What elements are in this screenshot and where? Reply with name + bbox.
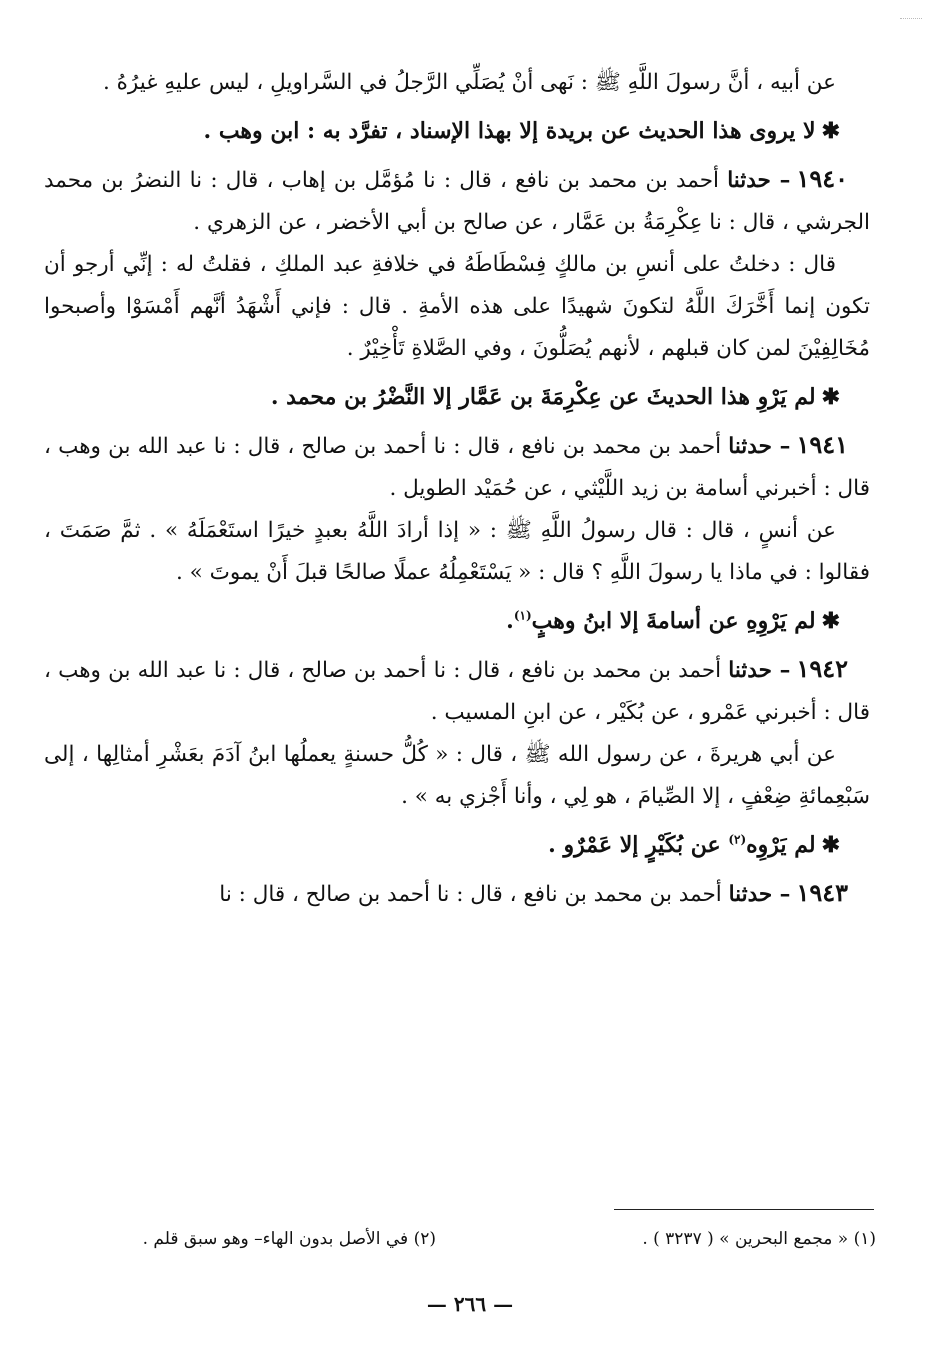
note-1940-text: لم يَرْوِ هذا الحديثَ عن عِكْرِمَةَ بن عَمَّار إلا النَّضْرُ بن محمد .: [270, 384, 816, 410]
hadith-1940-matn: [44, 244, 870, 370]
note-1941-text: لم يَرْوِهِ عن أسامةَ إلا ابنُ وهبٍ: [531, 608, 816, 634]
matn-text: قال : دخلتُ على أنسِ بن مالكٍ فِسْطَاطَهُ في خلافةِ عبد الملكِ ، فقلتُ له : إنِّي أرجو أن تكون إنما أَخَّرَكَ اللَّهُ لتكونَ شهيدًا على هذه الأمةِ . قال : فإني أَشْهَدُ أنَّهم أَمْسَوْا وأصبحوا مُخَالِفِيْنَ لمن كان قبلهم ، لأنهم يُصَلُّونَ ، وفي الصَّلاةِ تَأْخِيْرٌ .: [44, 252, 870, 361]
note-1939: [44, 110, 870, 152]
note-1942-text-after: عن بُكَيْرٍ إلا عَمْرٌو .: [548, 832, 721, 858]
hadith-number: ١٩٤٣: [796, 878, 848, 907]
hadith-1943-isnad: [44, 872, 870, 916]
asterisk-icon: ✱: [821, 608, 840, 634]
hadith-lead: – حدثنا: [728, 882, 791, 907]
isnad-text: أحمد بن محمد بن نافع ، قال : نا أحمد بن صالح ، قال : نا عبد الله بن وهب ، قال : أخبرني عَمْرو ، عن بُكَيْر ، عن ابنِ المسيب .: [44, 658, 870, 725]
footnote-1: (١) « مجمع البحرين » ( ٣٢٣٧ ) .: [642, 1229, 876, 1249]
hadith-lead: – حدثنا: [727, 168, 791, 193]
asterisk-icon: ✱: [821, 832, 840, 858]
scan-edge-mark: [900, 18, 922, 19]
isnad-text: أحمد بن محمد بن نافع ، قال : نا أحمد بن صالح ، قال : نا: [219, 882, 722, 907]
matn-text: عن أنسٍ ، قال : قال رسولُ اللَّهِ ﷺ : « إذا أرادَ اللَّهُ بعبدٍ خيرًا استَعْمَلَهُ » . ثمَّ صَمَتَ ، فقالوا : في ماذا يا رسولَ اللَّهِ ؟ قال : « يَسْتَعْمِلُهُ عملًا صالحًا قبلَ أَنْ يموتَ » .: [44, 518, 870, 585]
hadith-1941-isnad: [44, 424, 870, 510]
hadith-number: ١٩٤٠: [796, 164, 848, 193]
isnad-text: أحمد بن محمد بن نافع ، قال : نا مُؤمَّل بن إهاب ، قال : نا النضرُ بن محمد الجرشي ، قال : نا عِكْرِمَةُ بن عَمَّار ، عن صالح بن أبي الأخضر ، عن الزهري .: [44, 168, 870, 235]
hadith-1942-matn: [44, 734, 870, 818]
note-1942-text-before: لم يَرْوِه: [746, 832, 816, 858]
hadith-lead: – حدثنا: [728, 434, 791, 459]
asterisk-icon: ✱: [821, 118, 840, 144]
hadith-1941-matn: [44, 510, 870, 594]
note-1942: [44, 824, 870, 866]
hadith-1940-isnad: [44, 158, 870, 244]
note-1940: [44, 376, 870, 418]
hadith-lead: – حدثنا: [728, 658, 791, 683]
footnotes: [44, 1222, 876, 1258]
footnote-2: (٢) في الأصل بدون الهاء– وهو سبق قلم .: [142, 1229, 436, 1249]
hadith-1939-tail: [44, 62, 870, 104]
page-number: — ٢٦٦ —: [426, 1292, 514, 1316]
note-1941-end: .: [506, 608, 514, 634]
isnad-text: أحمد بن محمد بن نافع ، قال : نا أحمد بن صالح ، قال : نا عبد الله بن وهب ، قال : أخبرني أسامة بن زيد اللَّيْثي ، عن حُمَيْد الطويل .: [44, 434, 870, 501]
hadith-number: ١٩٤٢: [796, 654, 848, 683]
footnote-ref-1: (١): [513, 608, 532, 623]
hadith-number: ١٩٤١: [796, 430, 848, 459]
asterisk-icon: ✱: [821, 384, 840, 410]
hadith-1942-isnad: [44, 648, 870, 734]
page-body: [44, 62, 870, 916]
note-1941: [44, 600, 870, 642]
hadith-1939-text: عن أبيه ، أنَّ رسولَ اللَّهِ ﷺ : نَهى أنْ يُصَلِّي الرَّجلُ في السَّراويلِ ، ليس عليهِ غيرُهُ .: [102, 70, 836, 95]
matn-text: عن أبي هريرةَ ، عن رسول الله ﷺ ، قال : « كُلُّ حسنةٍ يعملُها ابنُ آدَمَ بعَشْرِ أمثالِها ، إلى سَبْعِمائةِ ضِعْفٍ ، إلا الصِّيامَ ، هو لِي ، وأنا أَجْزي به » .: [44, 742, 870, 809]
footnote-ref-2: (٢): [728, 832, 747, 847]
note-1939-text: لا يروى هذا الحديث عن بريدة إلا بهذا الإسناد ، تفرَّد به : ابن وهب .: [203, 118, 816, 144]
footnote-divider: [614, 1209, 874, 1210]
